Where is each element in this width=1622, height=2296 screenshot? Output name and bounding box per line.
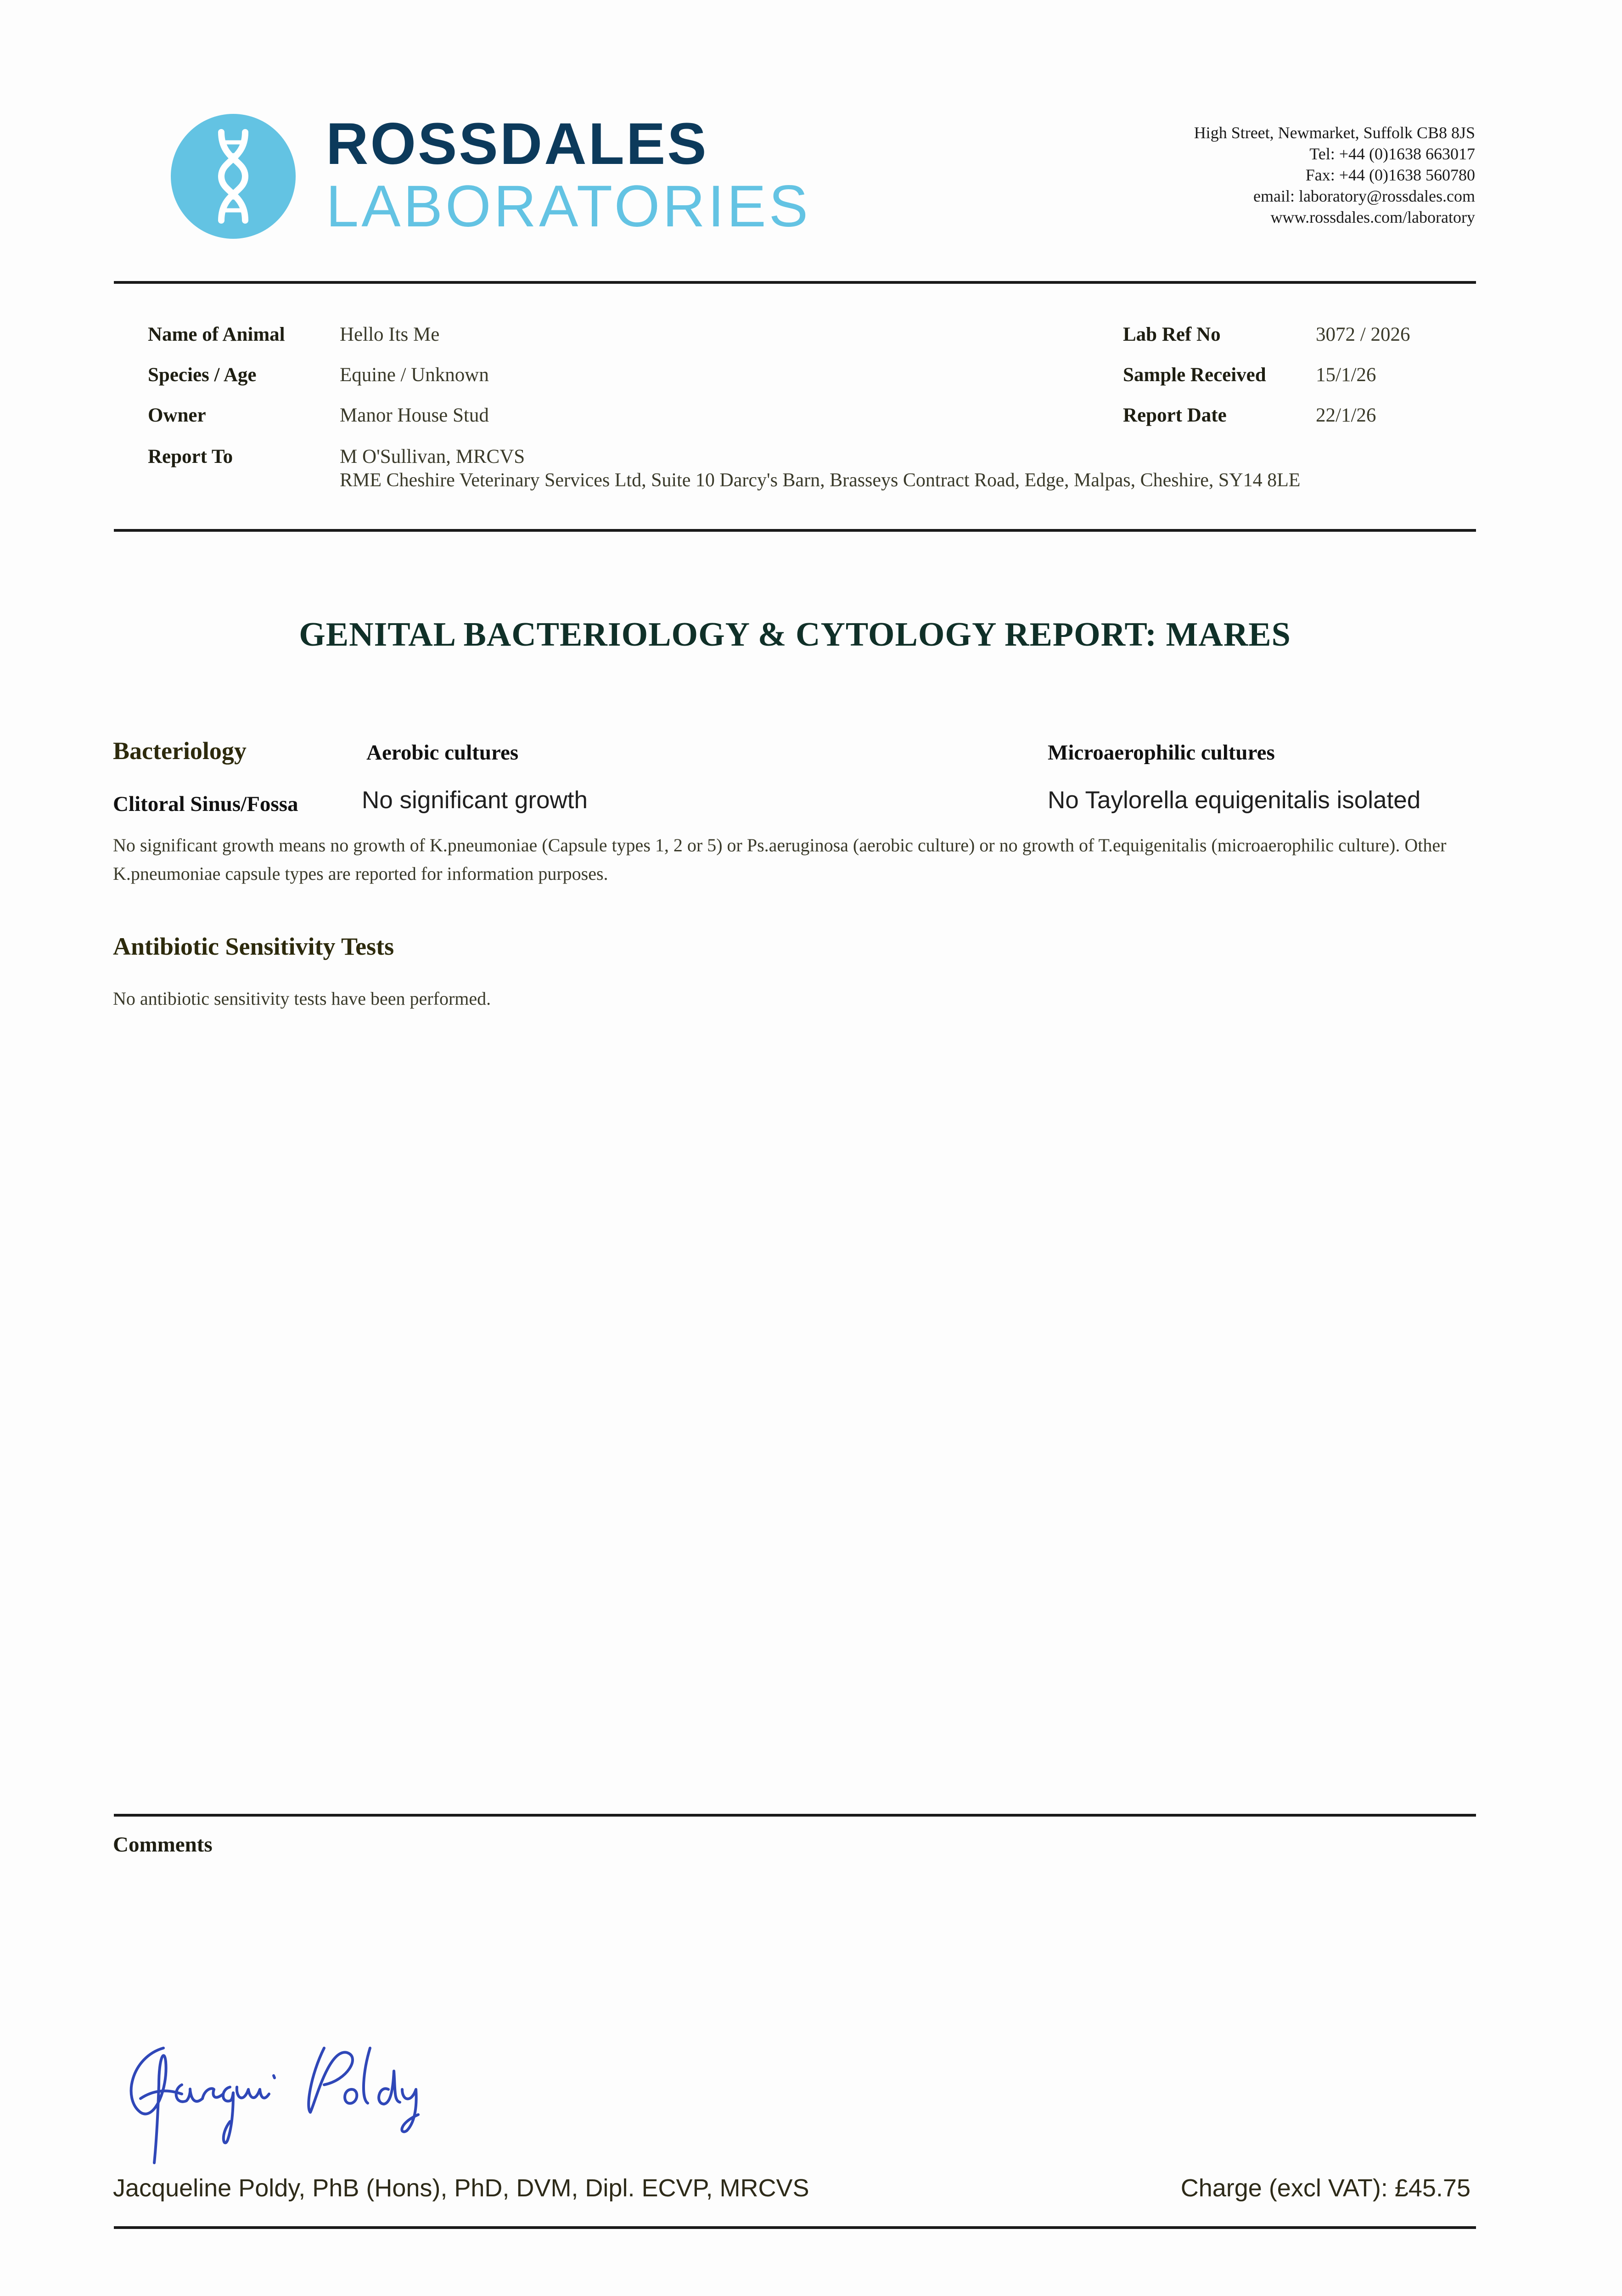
aerobic-result: No significant growth (362, 787, 588, 814)
contact-website: www.rossdales.com/laboratory (1270, 208, 1475, 226)
report-to-label: Report To (148, 446, 233, 467)
bacteriology-heading: Bacteriology (113, 737, 247, 765)
footer-divider (114, 2226, 1476, 2229)
header-divider (114, 281, 1476, 284)
antibiotic-heading: Antibiotic Sensitivity Tests (113, 933, 394, 960)
signature-image (113, 2020, 443, 2172)
microaerophilic-result: No Taylorella equigenitalis isolated (1048, 787, 1421, 814)
report-title: GENITAL BACTERIOLOGY & CYTOLOGY REPORT: MARES (299, 616, 1291, 653)
charge-amount: Charge (excl VAT): £45.75 (1180, 2174, 1470, 2202)
contact-address: High Street, Newmarket, Suffolk CB8 8JS (1194, 124, 1475, 142)
bacteriology-note: No significant growth means no growth of K.pneumoniae (Capsule types 1, 2 or 5) or Ps.aeruginosa (aerobic culture) or no growth of T.equigenitalis (microaerophilic culture). Other K.pneumoniae capsule types are reported for information purposes. (113, 835, 1447, 884)
contact-block (1194, 122, 1475, 228)
report-date-value: 22/1/26 (1316, 405, 1376, 426)
name-of-animal-label: Name of Animal (148, 324, 285, 345)
sample-received-label: Sample Received (1123, 364, 1266, 386)
lab-ref-value: 3072 / 2026 (1316, 324, 1410, 345)
brand-name-line1: ROSSDALES (326, 111, 708, 177)
lab-ref-label: Lab Ref No (1123, 324, 1221, 345)
comments-divider (114, 1814, 1476, 1817)
contact-fax: Fax: +44 (0)1638 560780 (1305, 166, 1475, 184)
info-divider (114, 529, 1476, 532)
contact-tel: Tel: +44 (0)1638 663017 (1309, 145, 1475, 163)
brand-name-line2: LABORATORIES (326, 174, 811, 239)
report-date-label: Report Date (1123, 405, 1227, 426)
report-to-address: RME Cheshire Veterinary Services Ltd, Suite 10 Darcy's Barn, Brasseys Contract Road, Edge, Malpas, Cheshire, SY14 8LE (340, 470, 1301, 491)
sample-received-value: 15/1/26 (1316, 364, 1376, 386)
aerobic-heading: Aerobic cultures (366, 741, 519, 765)
report-to-name: M O'Sullivan, MRCVS (340, 446, 525, 467)
owner-value: Manor House Stud (340, 405, 489, 426)
antibiotic-text: No antibiotic sensitivity tests have been performed. (113, 988, 491, 1009)
site-label: Clitoral Sinus/Fossa (113, 792, 298, 816)
microaerophilic-heading: Microaerophilic cultures (1048, 741, 1275, 765)
species-age-value: Equine / Unknown (340, 364, 489, 386)
contact-email: email: laboratory@rossdales.com (1253, 187, 1475, 205)
comments-label: Comments (113, 1833, 213, 1857)
owner-label: Owner (148, 405, 206, 426)
species-age-label: Species / Age (148, 364, 257, 386)
dna-helix-icon (171, 114, 296, 239)
name-of-animal-value: Hello Its Me (340, 324, 440, 345)
signatory-name: Jacqueline Poldy, PhB (Hons), PhD, DVM, Dipl. ECVP, MRCVS (113, 2174, 809, 2202)
